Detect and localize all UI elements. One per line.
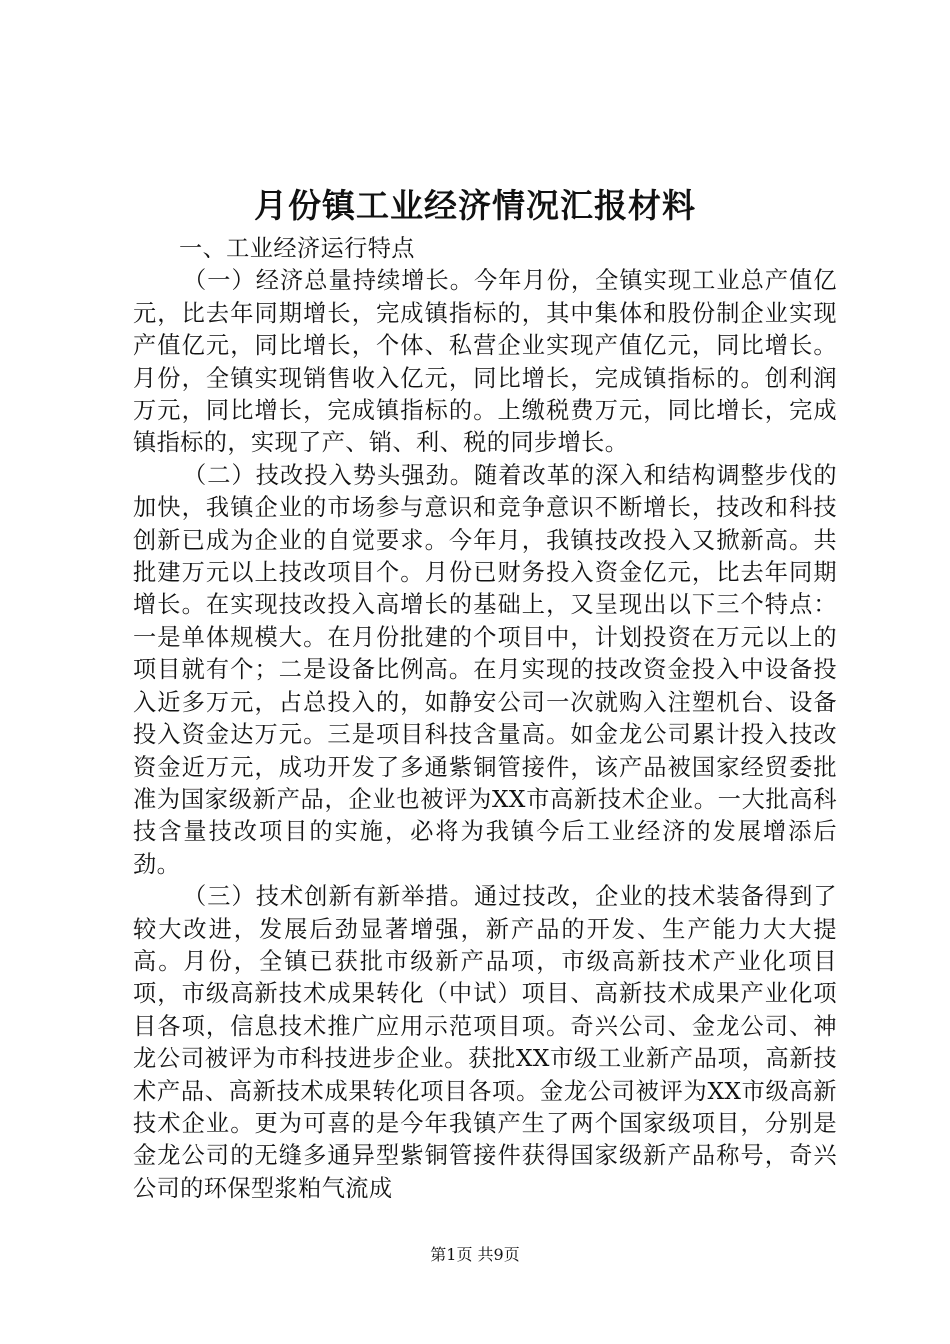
paragraph-3: （三）技术创新有新举措。通过技改，企业的技术装备得到了较大改进，发展后劲显著增强，新产品的开发、生产能力大大提高。月份，全镇已获批市级新产品项，市级高新技术产业化项目项，市级高新技术成果转化（中试）项目、高新技术成果产业化项目各项，信息技术推广应用示范项目项。奇兴公司、金龙公司、神龙公司被评为市科技进步企业。获批XX市级工业新产品项，高新技术产品、高新技术成果转化项目各项。金龙公司被评为XX市级高新技术企业。更为可喜的是今年我镇产生了两个国家级项目，分别是金龙公司的无缝多通异型紫铜管接件获得国家级新产品称号，奇兴公司的环保型浆粕气流成 (133, 883, 837, 1202)
document-body (133, 233, 837, 1205)
section-heading: 一、工业经济运行特点 (179, 235, 415, 262)
page-footer: 第1页 共9页 (430, 1245, 520, 1264)
paragraph-2: （二）技改投入势头强劲。随着改革的深入和结构调整步伐的加快，我镇企业的市场参与意识和竞争意识不断增长，技改和科技创新已成为企业的自觉要求。今年月，我镇技改投入又掀新高。共批建万元以上技改项目个。月份已财务投入资金亿元，比去年同期增长。在实现技改投入高增长的基础上，又呈现出以下三个特点：一是单体规模大。在月份批建的个项目中，计划投资在万元以上的项目就有个；二是设备比例高。在月实现的技改资金投入中设备投入近多万元，占总投入的，如静安公司一次就购入注塑机台、设备投入资金达万元。三是项目科技含量高。如金龙公司累计投入技改资金近万元，成功开发了多通紫铜管接件，该产品被国家经贸委批准为国家级新产品，企业也被评为XX市高新技术企业。一大批高科技含量技改项目的实施，必将为我镇今后工业经济的发展增添后劲。 (133, 461, 837, 878)
paragraph-1: （一）经济总量持续增长。今年月份，全镇实现工业总产值亿元，比去年同期增长，完成镇指标的，其中集体和股份制企业实现产值亿元，同比增长，个体、私营企业实现产值亿元，同比增长。月份，全镇实现销售收入亿元，同比增长，完成镇指标的。创利润万元，同比增长，完成镇指标的。上缴税费万元，同比增长，完成镇指标的，实现了产、销、利、税的同步增长。 (133, 267, 837, 457)
document-title: 月份镇工业经济情况汇报材料 (254, 186, 696, 225)
